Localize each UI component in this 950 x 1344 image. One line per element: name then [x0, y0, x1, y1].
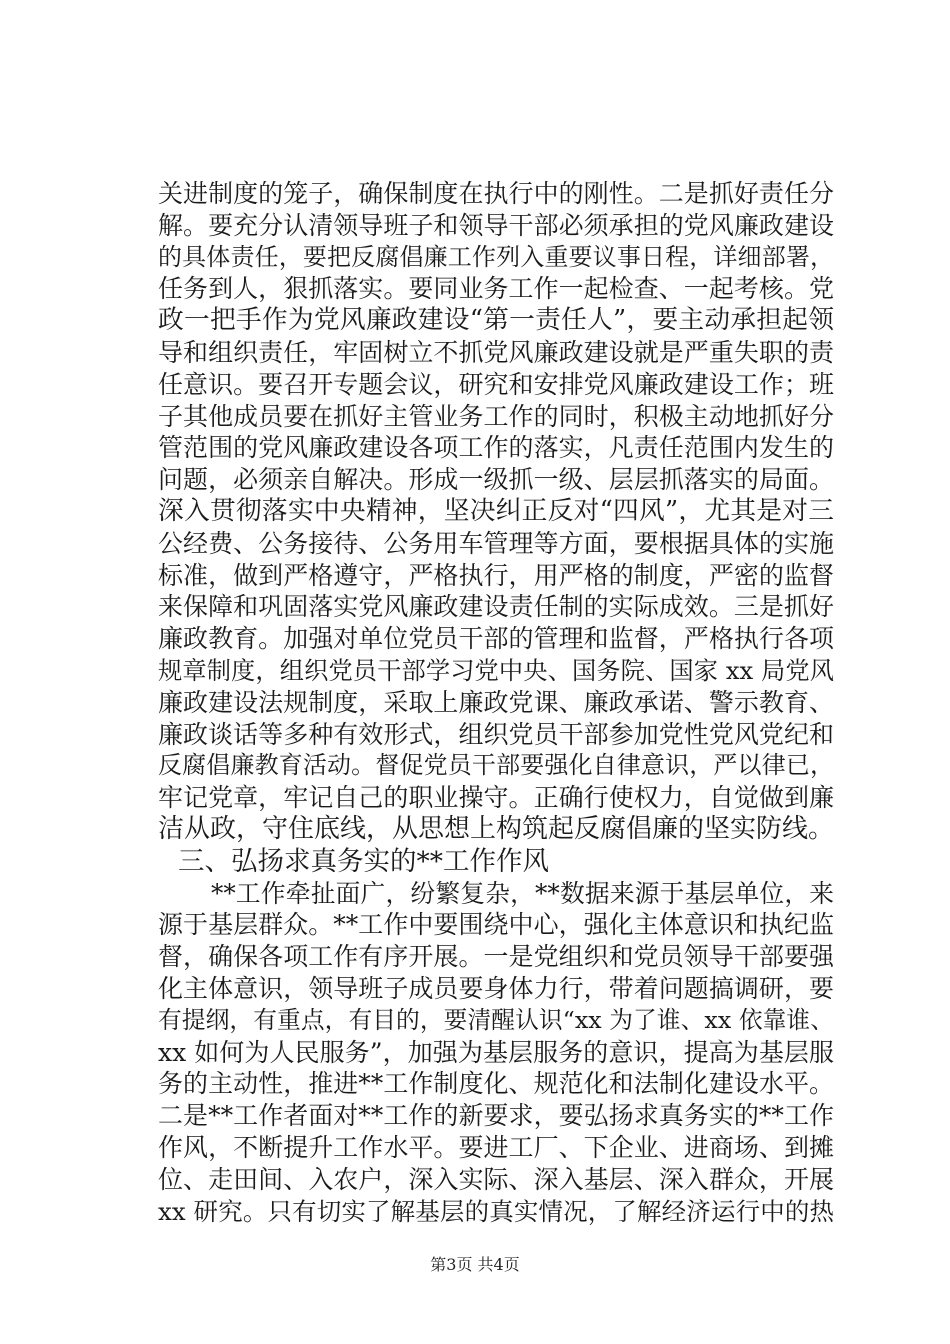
text-line: 有提纲，有重点，有目的，要清醒认识“xx 为了谁、xx 依靠谁、: [158, 1005, 834, 1034]
text-line: 任意识。要召开专题会议，研究和安排党风廉政建设工作；班: [158, 369, 834, 399]
text-line: 深入贯彻落实中央精神，坚决纠正反对“四风”，尤其是对三: [158, 495, 834, 526]
text-line: 务的主动性，推进**工作制度化、规范化和法制化建设水平。: [158, 1069, 834, 1099]
text-line: 问题，必须亲自解决。形成一级抓一级、层层抓落实的局面。: [158, 465, 834, 495]
text-line: 的具体责任，要把反腐倡廉工作列入重要议事日程，详细部署，: [158, 242, 834, 271]
text-line: xx 研究。只有切实了解基层的真实情况，了解经济运行中的热: [158, 1196, 834, 1226]
text-line: 作风，不断提升工作水平。要进工厂、下企业、进商场、到摊: [158, 1132, 834, 1162]
text-line: 廉政教育。加强对单位党员干部的管理和监督，严格执行各项: [158, 624, 834, 654]
text-line: 公经费、公务接待、公务用车管理等方面，要根据具体的实施: [158, 528, 834, 558]
text-line: 廉政谈话等多种有效形式，组织党员干部参加党性党风党纪和: [158, 719, 834, 749]
text-line: 位、走田间、入农户，深入实际、深入基层、深入群众，开展: [158, 1164, 834, 1194]
text-line: 导和组织责任，牢固树立不抓党风廉政建设就是严重失职的责: [158, 337, 834, 367]
text-line: 反腐倡廉教育活动。督促党员干部要强化自律意识，严以律已，: [158, 751, 834, 780]
text-line: 廉政建设法规制度，采取上廉政党课、廉政承诺、警示教育、: [158, 687, 834, 717]
text-line: 牢记党章，牢记自己的职业操守。正确行使权力，自觉做到廉: [158, 783, 834, 813]
section-heading: 三、弘扬求真务实的**工作作风: [178, 845, 549, 877]
text-line: 规章制度，组织党员干部学习党中央、国务院、国家 xx 局党风: [158, 655, 834, 685]
text-line: 管范围的党风廉政建设各项工作的落实，凡责任范围内发生的: [158, 433, 834, 463]
text-line: 解。要充分认清领导班子和领导干部必须承担的党风廉政建设: [158, 210, 834, 240]
text-line: 来保障和巩固落实党风廉政建设责任制的实际成效。三是抓好: [158, 592, 834, 622]
text-line: 标准，做到严格遵守，严格执行，用严格的制度，严密的监督: [158, 560, 834, 590]
text-line: 子其他成员要在抓好主管业务工作的同时，积极主动地抓好分: [158, 401, 834, 431]
text-line: 任务到人，狠抓落实。要同业务工作一起检查、一起考核。党: [158, 274, 834, 304]
text-line: 政一把手作为党风廉政建设“第一责任人”，要主动承担起领: [158, 305, 834, 336]
body-text: [158, 178, 834, 1227]
text-line: 关进制度的笼子，确保制度在执行中的刚性。二是抓好责任分: [158, 179, 834, 208]
text-line: 督，确保各项工作有序开展。一是党组织和党员领导干部要强: [158, 942, 834, 972]
text-line: xx 如何为人民服务”，加强为基层服务的意识，提高为基层服: [158, 1037, 834, 1067]
text-line: **工作牵扯面广，纷繁复杂，**数据来源于基层单位，来: [211, 878, 834, 908]
page-footer: 第3页 共4页: [430, 1255, 520, 1274]
text-line: 化主体意识，领导班子成员要身体力行，带着问题搞调研，要: [158, 973, 834, 1003]
text-line: 洁从政，守住底线，从思想上构筑起反腐倡廉的坚实防线。: [158, 813, 835, 844]
text-line: 源于基层群众。**工作中要围绕中心，强化主体意识和执纪监: [158, 910, 834, 940]
text-line: 二是**工作者面对**工作的新要求，要弘扬求真务实的**工作: [158, 1101, 834, 1131]
